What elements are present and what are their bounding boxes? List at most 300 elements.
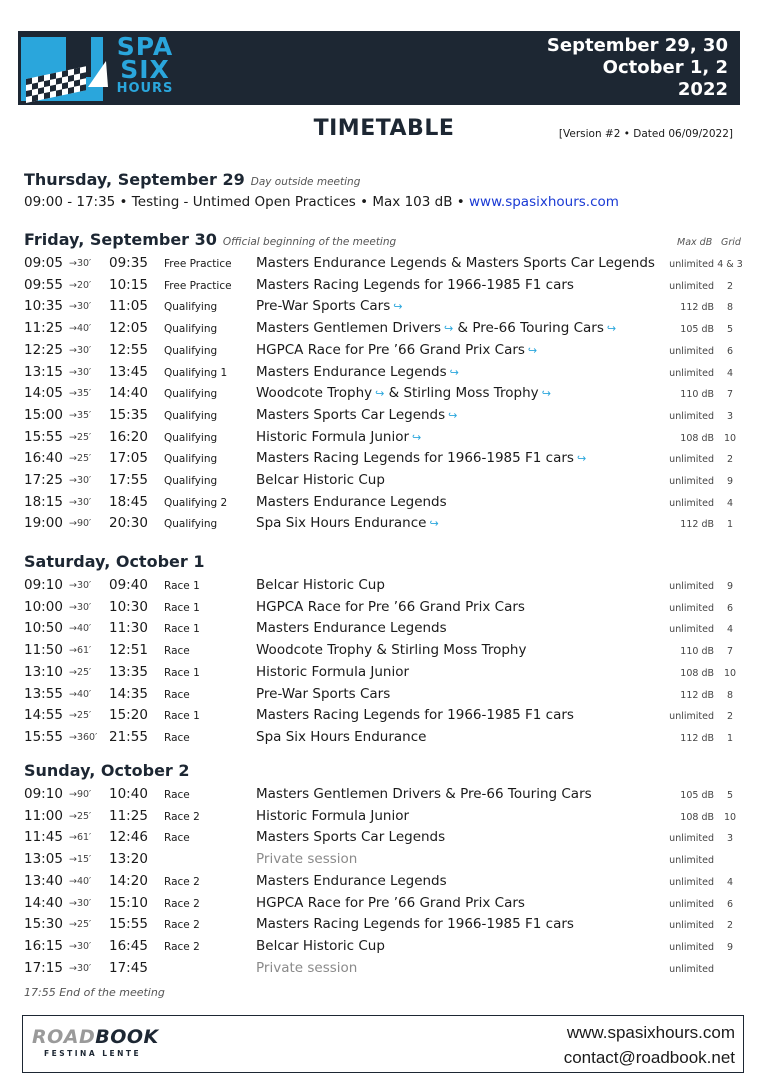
- session-type: Race 2: [164, 810, 200, 823]
- session-type: Race 1: [164, 601, 200, 614]
- grid-number: 7: [726, 389, 734, 401]
- event-name: [256, 383, 551, 404]
- day-title: Saturday, October 1: [24, 552, 205, 571]
- grid-number: 4: [726, 876, 734, 888]
- grid-number: 5: [726, 790, 734, 801]
- start-time: 15:55: [24, 428, 63, 445]
- event-name: [256, 806, 409, 826]
- event-name: [256, 448, 586, 469]
- session-type: Free Practice: [164, 258, 232, 270]
- event-title: Woodcote Trophy & Stirling Moss Trophy: [256, 642, 527, 659]
- session-type: Qualifying: [164, 431, 218, 444]
- end-time: 12:55: [109, 341, 148, 358]
- timetable-row: [24, 362, 744, 384]
- max-db: 110 dB: [680, 389, 714, 401]
- end-time: 15:55: [109, 916, 148, 933]
- max-db: unlimited: [669, 410, 714, 422]
- day-heading: [24, 761, 190, 780]
- event-title-secondary: & Stirling Moss Trophy: [384, 385, 539, 402]
- event-name: [256, 640, 526, 660]
- event-title-secondary: & Pre-66 Touring Cars: [453, 320, 604, 337]
- session-type: Qualifying 1: [164, 366, 228, 379]
- duration: →30′: [69, 301, 92, 313]
- max-db: 112 dB: [680, 302, 714, 314]
- roadbook-logo-book: BOOK: [95, 1026, 159, 1048]
- continues-arrow-icon: ↪: [448, 408, 458, 422]
- grid-number: 10: [723, 667, 737, 679]
- duration: →90′: [69, 518, 92, 530]
- duration: →25′: [69, 919, 92, 931]
- duration: →30′: [69, 897, 92, 909]
- max-db: 112 dB: [680, 519, 714, 531]
- grid-number: 9: [726, 941, 734, 953]
- max-db: unlimited: [669, 898, 714, 910]
- day-title: Friday, September 30: [24, 230, 217, 249]
- duration: →61′: [69, 832, 92, 844]
- event-title: HGPCA Race for Pre ’66 Grand Prix Cars: [256, 598, 525, 615]
- event-name: [256, 893, 525, 913]
- duration: →25′: [69, 453, 92, 465]
- grid-number: 2: [726, 711, 734, 723]
- event-title: Masters Racing Legends for 1966-1985 F1 cars: [256, 707, 574, 724]
- event-title: Private session: [256, 851, 358, 868]
- session-type: Qualifying: [164, 475, 218, 487]
- event-name: [256, 470, 385, 490]
- website-link[interactable]: www.spasixhours.com: [469, 194, 619, 210]
- logo-wordmark: [105, 32, 185, 96]
- end-time: 11:25: [109, 807, 148, 824]
- session-type: Race 2: [164, 940, 200, 953]
- event-title: Historic Formula Junior: [256, 663, 410, 680]
- end-time: 13:45: [109, 363, 148, 380]
- session-type: Qualifying: [164, 518, 218, 531]
- duration: →30′: [69, 344, 92, 356]
- session-type: Qualifying: [164, 323, 218, 336]
- start-time: 13:10: [24, 663, 63, 680]
- end-time: 14:40: [109, 385, 148, 402]
- event-title: Private session: [256, 959, 358, 976]
- start-time: 10:35: [24, 298, 63, 315]
- timetable-row: [24, 662, 744, 684]
- logo-line-3: HOURS: [116, 81, 174, 96]
- event-title: Masters Endurance Legends & Masters Sports Car Legends: [256, 255, 655, 271]
- max-db: 105 dB: [680, 324, 714, 336]
- event-name: [256, 597, 525, 617]
- event-title: Belcar Historic Cup: [256, 472, 385, 488]
- event-title: Spa Six Hours Endurance: [256, 515, 427, 532]
- thursday-testing-line: [24, 194, 619, 210]
- timetable-row: [24, 705, 744, 727]
- max-db: unlimited: [669, 602, 714, 614]
- end-time: 15:35: [109, 406, 148, 423]
- timetable-row: [24, 253, 744, 275]
- end-time: 14:20: [109, 872, 148, 889]
- duration: →30′: [69, 496, 92, 508]
- end-time: 16:45: [109, 937, 148, 954]
- start-time: 11:25: [24, 320, 63, 337]
- event-name: [256, 318, 616, 339]
- timetable-row: [24, 893, 744, 915]
- duration: →30′: [69, 258, 92, 269]
- dates-line-2: October 1, 2: [602, 57, 728, 78]
- event-name: [256, 684, 390, 704]
- event-title: Masters Endurance Legends: [256, 620, 447, 637]
- footer-website-link[interactable]: www.spasixhours.com: [566, 1023, 735, 1042]
- start-time: 13:55: [24, 685, 63, 702]
- grid-number: 2: [726, 920, 734, 932]
- day-heading: [24, 552, 204, 571]
- event-title: Masters Sports Car Legends: [256, 829, 446, 846]
- grid-number: 4: [726, 497, 734, 509]
- max-db: unlimited: [669, 876, 714, 888]
- end-time: 18:45: [109, 493, 148, 510]
- roadbook-logo: [32, 1026, 159, 1058]
- grid-number: 4: [726, 624, 734, 636]
- max-db: 108 dB: [680, 667, 714, 679]
- continues-arrow-icon: ↪: [429, 517, 439, 531]
- end-time: 15:20: [109, 707, 148, 724]
- event-name: [256, 405, 457, 426]
- start-time: 17:25: [24, 472, 63, 488]
- grid-number: 1: [726, 519, 734, 531]
- event-name: [256, 914, 574, 934]
- max-db: 112 dB: [680, 732, 714, 744]
- day-note: Day outside meeting: [250, 176, 361, 188]
- max-db: unlimited: [669, 259, 714, 270]
- version-label: [Version #2 • Dated 06/09/2022]: [558, 128, 733, 140]
- event-title: Pre-War Sports Cars: [256, 298, 391, 315]
- session-type: Race 1: [164, 666, 200, 679]
- event-title: Masters Racing Legends for 1966-1985 F1 cars: [256, 916, 574, 933]
- event-title: Masters Racing Legends for 1966-1985 F1 cars: [256, 450, 574, 467]
- footer-box: [22, 1015, 744, 1073]
- end-time: 15:10: [109, 894, 148, 911]
- start-time: 11:00: [24, 807, 63, 824]
- duration: →25′: [69, 710, 92, 722]
- timetable-row: [24, 275, 744, 297]
- grid-number: 1: [726, 732, 734, 744]
- duration: →25′: [69, 666, 92, 678]
- event-name: [256, 618, 447, 638]
- grid-number: 4: [726, 367, 734, 379]
- session-type: Free Practice: [164, 279, 232, 292]
- session-type: Race 2: [164, 875, 200, 888]
- start-time: 09:10: [24, 786, 63, 802]
- duration: →35′: [69, 409, 92, 421]
- end-time: 10:40: [109, 786, 148, 802]
- grid-number: 3: [726, 833, 734, 845]
- start-time: 14:40: [24, 894, 63, 911]
- event-name: [256, 958, 357, 978]
- duration: →15′: [69, 854, 92, 866]
- timetable-row: [24, 784, 744, 806]
- grid-number: 5: [726, 324, 734, 336]
- max-db: unlimited: [669, 581, 714, 592]
- continues-arrow-icon: ↪: [449, 365, 459, 379]
- max-db: unlimited: [669, 497, 714, 509]
- day-title: Sunday, October 2: [24, 761, 190, 780]
- header-banner: [18, 31, 740, 105]
- event-name: [256, 492, 447, 512]
- duration: →30′: [69, 601, 92, 613]
- max-db: unlimited: [669, 711, 714, 723]
- max-db: unlimited: [669, 963, 714, 975]
- duration: →30′: [69, 366, 92, 378]
- session-type: Qualifying 2: [164, 496, 228, 509]
- event-name: [256, 253, 655, 273]
- end-time: 12:51: [109, 642, 148, 659]
- duration: →30′: [69, 475, 92, 486]
- start-time: 13:15: [24, 363, 63, 380]
- max-db: unlimited: [669, 624, 714, 636]
- column-header-max-db: Max dB: [677, 237, 713, 248]
- event-title: Masters Gentlemen Drivers: [256, 320, 441, 337]
- duration: →40′: [69, 688, 92, 700]
- max-db: unlimited: [669, 280, 714, 292]
- duration: →61′: [69, 645, 92, 657]
- event-name: [256, 784, 592, 804]
- duration: →90′: [69, 789, 92, 800]
- timetable-row: [24, 618, 744, 640]
- event-title: Masters Sports Car Legends: [256, 406, 446, 423]
- end-time: 13:20: [109, 851, 148, 868]
- timetable-row: [24, 849, 744, 871]
- day-note: Official beginning of the meeting: [222, 236, 397, 248]
- timetable-row: [24, 318, 744, 340]
- timetable-row: [24, 296, 744, 318]
- session-type: Race 2: [164, 897, 200, 910]
- day-title: Thursday, September 29: [24, 170, 245, 189]
- grid-number: 8: [726, 302, 734, 314]
- event-title: Woodcote Trophy: [256, 385, 373, 402]
- continues-arrow-icon: ↪: [412, 430, 422, 444]
- max-db: 112 dB: [680, 689, 714, 701]
- column-header-grid: Grid: [721, 237, 741, 248]
- session-type: Qualifying: [164, 344, 218, 357]
- end-time: 16:20: [109, 428, 148, 445]
- max-db: 108 dB: [680, 811, 714, 823]
- event-title: Masters Endurance Legends: [256, 363, 447, 380]
- max-db: 108 dB: [680, 432, 714, 444]
- contact-info: [564, 1020, 735, 1070]
- event-name: [256, 705, 574, 725]
- start-time: 09:05: [24, 255, 63, 271]
- event-name: [256, 427, 421, 448]
- timetable-row: [24, 513, 744, 535]
- end-time: 10:15: [109, 276, 148, 293]
- start-time: 15:30: [24, 916, 63, 933]
- duration: →20′: [69, 279, 92, 291]
- end-time: 20:30: [109, 515, 148, 532]
- event-title: Masters Racing Legends for 1966-1985 F1 cars: [256, 276, 574, 293]
- timetable-row: [24, 575, 744, 597]
- timetable-row: [24, 827, 744, 849]
- event-name: [256, 727, 426, 747]
- start-time: 09:10: [24, 577, 63, 593]
- grid-number: 2: [726, 454, 734, 466]
- roadbook-tagline: FESTINA LENTE: [44, 1049, 142, 1058]
- grid-number: 10: [723, 432, 737, 444]
- event-title: Belcar Historic Cup: [256, 937, 385, 954]
- max-db: unlimited: [669, 367, 714, 379]
- duration: →30′: [69, 580, 92, 591]
- session-type: Race 1: [164, 623, 200, 636]
- event-name: [256, 275, 574, 295]
- start-time: 13:05: [24, 851, 63, 868]
- timetable-row: [24, 640, 744, 662]
- timetable-row: [24, 806, 744, 828]
- end-time: 10:30: [109, 598, 148, 615]
- continues-arrow-icon: ↪: [393, 300, 403, 314]
- start-time: 09:55: [24, 276, 63, 293]
- duration: →360′: [69, 731, 98, 743]
- page-title: TIMETABLE: [313, 116, 455, 141]
- end-time: 11:30: [109, 620, 148, 637]
- max-db: unlimited: [669, 941, 714, 953]
- session-type: Race: [164, 645, 190, 658]
- timetable-row: [24, 492, 744, 514]
- continues-arrow-icon: ↪: [375, 387, 385, 401]
- timetable-row: [24, 914, 744, 936]
- end-time: 09:40: [109, 577, 148, 593]
- continues-arrow-icon: ↪: [576, 452, 587, 466]
- session-type: Race 1: [164, 710, 200, 723]
- start-time: 10:50: [24, 620, 63, 637]
- dates-line-3: 2022: [677, 79, 728, 100]
- event-title: Masters Endurance Legends: [256, 872, 447, 889]
- end-time: 09:35: [109, 255, 148, 271]
- max-db: unlimited: [669, 920, 714, 932]
- grid-number: 4 & 3: [717, 259, 743, 270]
- end-time: 21:55: [109, 728, 148, 745]
- footer-email-link[interactable]: contact@roadbook.net: [563, 1048, 735, 1067]
- session-type: Qualifying: [164, 301, 218, 314]
- day-heading: [24, 230, 396, 249]
- event-title: Masters Endurance Legends: [256, 493, 447, 510]
- start-time: 13:40: [24, 872, 63, 889]
- grid-number: 7: [726, 646, 734, 658]
- event-title: Belcar Historic Cup: [256, 577, 385, 593]
- timetable-row: [24, 727, 744, 749]
- timetable-row: [24, 684, 744, 706]
- event-title: Historic Formula Junior: [256, 807, 410, 824]
- timetable-row: [24, 340, 744, 362]
- logo-line-1: SPA: [116, 32, 174, 61]
- dates-line-1: September 29, 30: [546, 35, 728, 56]
- continues-arrow-icon: ↪: [527, 343, 538, 357]
- event-title: Spa Six Hours Endurance: [256, 728, 427, 745]
- session-type: Race: [164, 832, 190, 845]
- grid-number: 6: [726, 898, 734, 910]
- logo-line-2: SIX: [120, 55, 170, 84]
- event-name: [256, 849, 357, 869]
- end-time: 14:35: [109, 685, 148, 702]
- max-db: unlimited: [669, 855, 714, 867]
- session-type: Qualifying: [164, 453, 218, 466]
- start-time: 17:15: [24, 959, 63, 976]
- roadbook-logo-road: ROAD: [32, 1026, 96, 1048]
- event-name: [256, 362, 459, 383]
- session-type: Race: [164, 688, 190, 701]
- max-db: unlimited: [669, 476, 714, 487]
- max-db: unlimited: [669, 833, 714, 845]
- grid-number: 8: [726, 689, 734, 701]
- max-db: unlimited: [669, 454, 714, 466]
- start-time: 19:00: [24, 515, 63, 532]
- start-time: 16:15: [24, 937, 63, 954]
- timetable-row: [24, 405, 744, 427]
- grid-number: 2: [726, 280, 734, 292]
- event-name: [256, 513, 439, 534]
- grid-number: 9: [726, 581, 734, 592]
- duration: →25′: [69, 431, 92, 443]
- continues-arrow-icon: ↪: [541, 387, 551, 401]
- duration: →35′: [69, 388, 92, 400]
- event-name: [256, 340, 537, 361]
- start-time: 14:05: [24, 385, 63, 402]
- event-title: HGPCA Race for Pre ’66 Grand Prix Cars: [256, 894, 525, 911]
- event-name: [256, 871, 447, 891]
- grid-number: 6: [726, 345, 734, 357]
- duration: →30′: [69, 940, 92, 952]
- timetable-row: [24, 936, 744, 958]
- start-time: 11:45: [24, 829, 63, 846]
- spa-six-hours-logo: [18, 31, 178, 105]
- end-time: 12:46: [109, 829, 148, 846]
- event-title: Historic Formula Junior: [256, 428, 410, 445]
- timetable-row: [24, 871, 744, 893]
- event-name: [256, 936, 385, 956]
- grid-number: 10: [723, 811, 737, 823]
- thursday-heading: [24, 170, 360, 189]
- duration: →40′: [69, 623, 92, 635]
- grid-number: 9: [726, 476, 734, 487]
- timetable-row: [24, 427, 744, 449]
- event-title: Masters Gentlemen Drivers & Pre-66 Touring Cars: [256, 786, 592, 802]
- duration: →30′: [69, 962, 92, 974]
- session-type: Qualifying: [164, 388, 218, 401]
- continues-arrow-icon: ↪: [606, 322, 617, 336]
- start-time: 12:25: [24, 341, 63, 358]
- start-time: 11:50: [24, 642, 63, 659]
- event-title: HGPCA Race for Pre ’66 Grand Prix Cars: [256, 341, 525, 358]
- duration: →40′: [69, 323, 92, 335]
- end-time: 17:45: [109, 959, 148, 976]
- timetable-row: [24, 597, 744, 619]
- timetable-row: [24, 958, 744, 980]
- session-type: Race: [164, 731, 190, 744]
- grid-number: 6: [726, 602, 734, 614]
- session-type: Race: [164, 789, 190, 801]
- session-type: Race 1: [164, 580, 200, 592]
- event-name: [256, 296, 402, 317]
- grid-number: 3: [726, 410, 734, 422]
- start-time: 10:00: [24, 598, 63, 615]
- session-type: Qualifying: [164, 409, 218, 422]
- start-time: 14:55: [24, 707, 63, 724]
- continues-arrow-icon: ↪: [443, 322, 454, 336]
- end-time: 12:05: [109, 320, 148, 337]
- event-title: Pre-War Sports Cars: [256, 685, 391, 702]
- start-time: 15:00: [24, 406, 63, 423]
- start-time: 16:40: [24, 450, 63, 467]
- max-db: 110 dB: [680, 646, 714, 658]
- duration: →25′: [69, 810, 92, 822]
- end-time: 17:05: [109, 450, 148, 467]
- event-name: [256, 827, 445, 847]
- end-time: 13:35: [109, 663, 148, 680]
- testing-text: 09:00 - 17:35 • Testing - Untimed Open Practices • Max 103 dB •: [24, 194, 470, 210]
